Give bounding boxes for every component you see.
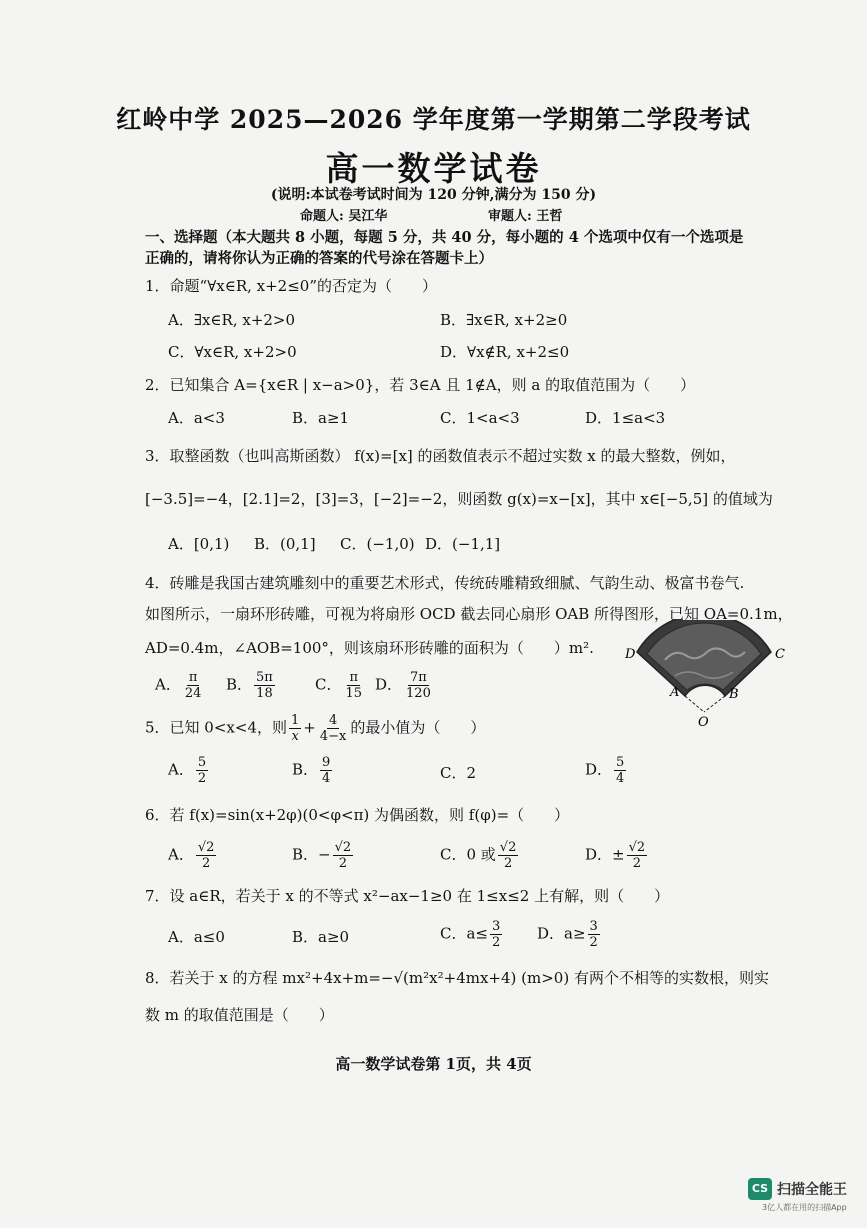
label-c: C	[775, 647, 785, 662]
fraction-numerator: 5	[616, 755, 625, 770]
annular-sector-figure	[625, 620, 785, 730]
exam-title: 红岭中学 2025—2026 学年度第一学期第二学段考试	[116, 105, 751, 134]
question-5-option-d	[585, 755, 628, 786]
fraction-denominator: 24	[184, 686, 202, 701]
option-label: A．	[155, 675, 181, 694]
fraction-denominator: 2	[492, 935, 501, 950]
option-fraction	[343, 670, 364, 701]
fraction-numerator: 4	[328, 713, 338, 728]
option-fraction	[588, 919, 600, 950]
option-label: D．±	[585, 845, 625, 864]
question-7-option-a: A．a≤0	[168, 928, 225, 946]
fraction-numerator: √2	[197, 840, 215, 855]
question-3-option-a: A．[0,1)	[168, 535, 230, 553]
fraction-numerator: 1	[291, 713, 300, 728]
option-fraction	[614, 755, 626, 786]
question-2-stem: 2．已知集合 A={x∈R | x−a>0}，若 3∈A 且 1∉A，则 a 的取值范围为（ ）	[145, 376, 696, 394]
fraction-denominator: 2	[201, 856, 211, 871]
fraction-denominator: 4	[322, 771, 331, 786]
fraction-denominator: 2	[197, 771, 207, 786]
option-label: C．0 或	[440, 845, 496, 864]
fraction-denominator: 4−x	[319, 729, 347, 744]
question-5-stem-post: 的最小值为（ ）	[350, 718, 486, 737]
question-6-stem: 6．若 f(x)=sin(x+2φ)(0<φ<π) 为偶函数，则 f(φ)=（ ）	[145, 806, 570, 824]
question-5-option-b	[292, 755, 334, 786]
option-fraction	[196, 755, 208, 786]
question-3-option-b: B．(0,1]	[254, 535, 316, 553]
label-o: O	[698, 715, 709, 730]
option-fraction	[254, 670, 275, 701]
camscanner-name: 扫描全能王	[777, 1182, 847, 1198]
question-4-option-a	[155, 670, 205, 701]
label-d: D	[625, 647, 636, 662]
option-fraction	[490, 919, 502, 950]
fraction-numerator: 5π	[256, 670, 273, 685]
question-6-option-a	[168, 840, 218, 871]
fraction-numerator: √2	[334, 840, 352, 855]
option-label: A．	[168, 760, 194, 779]
question-5-stem	[145, 713, 485, 744]
option-label: D．	[585, 760, 613, 779]
question-2-option-c: C．1<a<3	[440, 409, 520, 427]
question-3-stem-line1: 3．取整函数（也叫高斯函数） f(x)=[x] 的函数值表示不超过实数 x 的最大整数，例如，	[145, 447, 736, 465]
question-3-stem-line2: [−3.5]=−4，[2.1]=2，[3]=3，[−2]=−2，则函数 g(x)=x−[x]，其中 x∈[−5,5] 的值域为	[145, 490, 773, 508]
fraction-1-over-x	[289, 713, 301, 744]
fraction-denominator: 15	[345, 686, 363, 701]
question-2-option-b: B．a≥1	[292, 409, 350, 427]
question-3-option-c: C．(−1,0)	[340, 535, 415, 553]
fraction-numerator: √2	[499, 840, 517, 855]
fraction-denominator: 4	[616, 771, 625, 786]
option-label: D．a≥	[537, 924, 586, 943]
label-b: B	[729, 687, 739, 702]
question-6-option-b	[292, 840, 355, 871]
option-fraction	[333, 840, 354, 871]
fraction-numerator: π	[188, 670, 198, 685]
option-fraction	[627, 840, 648, 871]
option-label: C．a≤	[440, 924, 488, 943]
question-3-option-d: D．(−1,1]	[425, 535, 501, 553]
question-6-option-d	[585, 840, 649, 871]
question-4-option-d	[375, 670, 435, 701]
fraction-denominator: 2	[589, 935, 598, 950]
question-2-option-d: D．1≤a<3	[585, 409, 666, 427]
fraction-denominator: x	[291, 729, 299, 744]
option-label: B．	[226, 675, 253, 694]
question-1-stem: 1．命题“∀x∈R, x+2≤0”的否定为（ ）	[145, 277, 438, 295]
option-fraction	[320, 755, 332, 786]
exam-subtitle: 高一数学试卷	[325, 149, 542, 188]
camscanner-logo-icon: CS	[748, 1178, 772, 1200]
fraction-numerator: π	[349, 670, 359, 685]
question-8-stem-line1: 8．若关于 x 的方程 mx²+4x+m=−√(m²x²+4mx+4) (m>0) 有两个不相等的实数根，则实	[145, 969, 769, 987]
reviewer-name: 审题人: 王哲	[488, 209, 563, 224]
question-7-option-d	[537, 919, 602, 950]
question-1-option-d: D．∀x∉R, x+2≤0	[440, 343, 570, 361]
option-fraction	[183, 670, 204, 701]
camscanner-tagline: 3亿人都在用的扫描App	[762, 1203, 847, 1212]
section-heading: 一、选择题（本大题共 8 小题，每题 5 分，共 40 分，每小题的 4 个选项中仅有一个选项是正确的，请将你认为正确的答案的代号涂在答题卡上）	[145, 229, 744, 267]
option-fraction	[196, 840, 217, 871]
question-7-stem: 7．设 a∈R，若关于 x 的不等式 x²−ax−1≥0 在 1≤x≤2 上有解，则（ ）	[145, 887, 670, 905]
option-label: C．	[315, 675, 342, 694]
question-5-option-c: C．2	[440, 764, 477, 782]
fraction-denominator: 120	[406, 686, 431, 701]
question-1-option-a: A．∃x∈R, x+2>0	[168, 311, 296, 329]
option-label: B．−	[292, 845, 331, 864]
option-label: B．	[292, 760, 319, 779]
question-2-option-a: A．a<3	[168, 409, 225, 427]
question-4-stem-line1: 4．砖雕是我国古建筑雕刻中的重要艺术形式，传统砖雕精致细腻、气韵生动、极富书卷气.	[145, 574, 745, 592]
fraction-denominator: 2	[338, 856, 348, 871]
setter-name: 命题人: 吴江华	[300, 209, 388, 224]
option-label: A．	[168, 845, 194, 864]
question-1-option-c: C．∀x∈R, x+2>0	[168, 343, 297, 361]
question-8-stem-line2: 数 m 的取值范围是（ ）	[145, 1006, 334, 1024]
fraction-numerator: 5	[197, 755, 207, 770]
fraction-numerator: 3	[589, 919, 598, 934]
fraction-numerator: 3	[492, 919, 501, 934]
fraction-denominator: 2	[632, 856, 642, 871]
option-label: D．	[375, 675, 403, 694]
question-7-option-b: B．a≥0	[292, 928, 350, 946]
page-footer: 高一数学试卷第 1页，共 4页	[335, 1055, 532, 1073]
fraction-numerator: 7π	[410, 670, 427, 685]
question-4-option-c	[315, 670, 366, 701]
option-fraction	[498, 840, 519, 871]
exam-note: (说明:本试卷考试时间为 120 分钟,满分为 150 分)	[270, 187, 597, 203]
question-5-option-a	[168, 755, 210, 786]
plus-sign: +	[303, 718, 316, 737]
radius-oa	[685, 696, 704, 712]
fraction-denominator: 18	[256, 686, 273, 701]
option-fraction	[404, 670, 433, 701]
question-4-option-b	[226, 670, 277, 701]
fraction-numerator: √2	[628, 840, 646, 855]
question-6-option-c	[440, 840, 520, 871]
question-4-stem-line2: 如图所示，一扇环形砖雕，可视为将扇形 OCD 截去同心扇形 OAB 所得图形，已知 OA=0.1m，	[145, 605, 793, 623]
fraction-4-over-4-minus-x	[318, 713, 349, 744]
radius-ob	[704, 696, 725, 712]
fraction-denominator: 2	[503, 856, 513, 871]
label-a: A	[670, 685, 680, 700]
question-7-option-c	[440, 919, 504, 950]
question-4-stem-line3: AD=0.4m，∠AOB=100°，则该扇环形砖雕的面积为（ ）m².	[145, 639, 594, 657]
question-5-stem-pre: 5．已知 0<x<4，则	[145, 718, 287, 737]
fraction-numerator: 9	[322, 755, 331, 770]
question-1-option-b: B．∃x∈R, x+2≥0	[440, 311, 568, 329]
